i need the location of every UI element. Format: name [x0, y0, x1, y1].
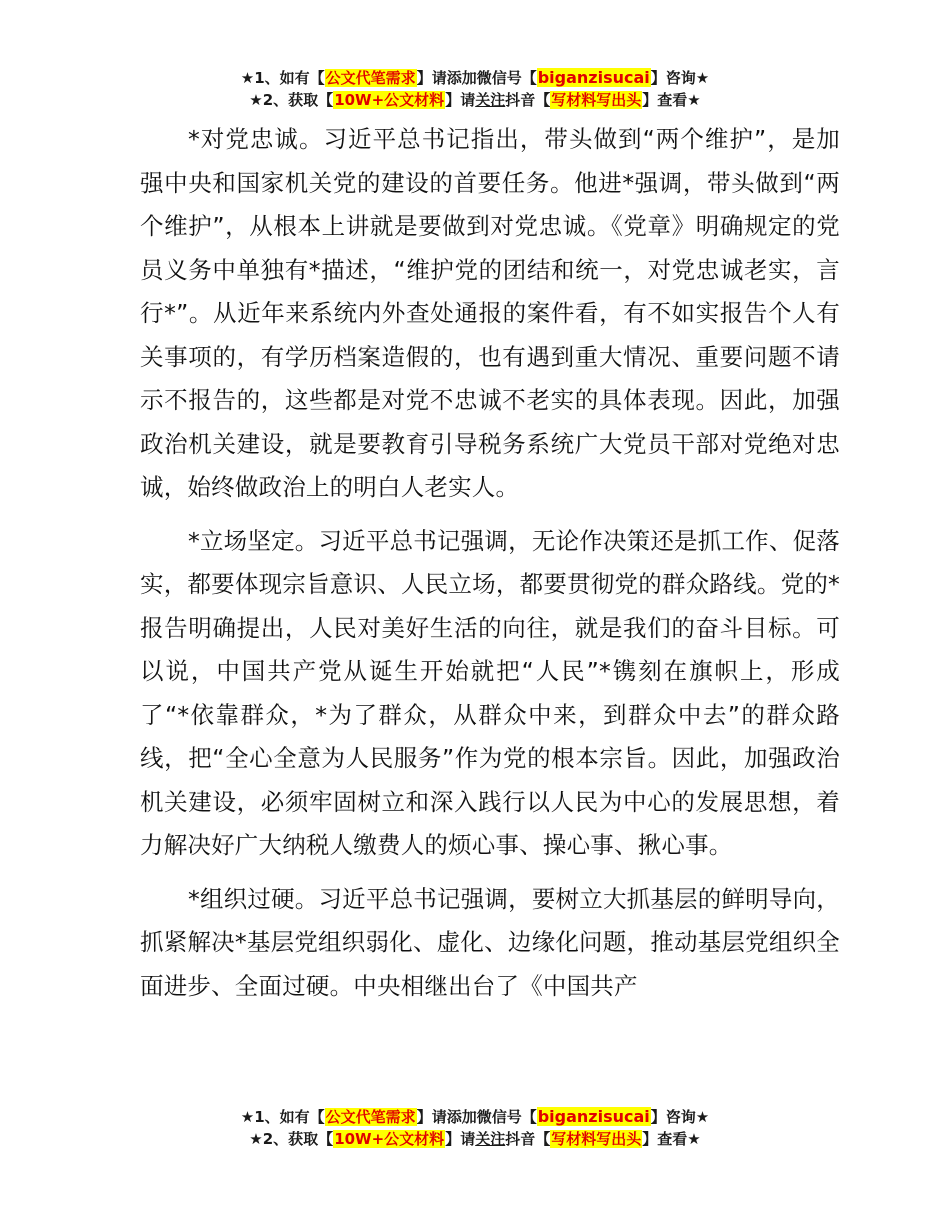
banner-follow-text: 关注 — [475, 91, 506, 109]
banner-text: 】请 — [445, 1130, 476, 1148]
highlight-wechat-id: biganzisucai — [537, 1107, 650, 1126]
header-banner — [0, 67, 950, 111]
banner-text: 】查看★ — [642, 1130, 701, 1148]
banner-line-1 — [0, 67, 950, 89]
footer-banner — [0, 1106, 950, 1150]
banner-text: 】查看★ — [642, 91, 701, 109]
highlight-wechat-id: biganzisucai — [537, 68, 650, 87]
highlight-douyin-account: 写材料写出头 — [551, 1130, 642, 1148]
banner-follow-text: 关注 — [475, 1130, 506, 1148]
banner-text: ★2、获取【 — [249, 1130, 334, 1148]
document-body — [140, 118, 840, 1018]
banner-line-2 — [0, 89, 950, 111]
paragraph-stance: *立场坚定。习近平总书记强调，无论作决策还是抓工作、促落实，都要体现宗旨意识、人民立场，都要贯彻党的群众路线。党的*报告明确提出，人民对美好生活的向往，就是我们的奋斗目标。可以说，中国共产党从诞生开始就把“人民”*镌刻在旗帜上，形成了“*依靠群众，*为了群众，从群众中来，到群众中去”的群众路线，把“全心全意为人民服务”作为党的根本宗旨。因此，加强政治机关建设，必须牢固树立和深入践行以人民为中心的发展思想，着力解决好广大纳税人缴费人的烦心事、操心事、揪心事。 — [140, 526, 840, 859]
banner-text: ★2、获取【 — [249, 91, 334, 109]
highlight-service: 公文代笔需求 — [325, 1108, 416, 1126]
banner-text: 】咨询★ — [650, 69, 710, 87]
banner-text: 】请添加微信号【 — [416, 1108, 537, 1126]
paragraph-organization: *组织过硬。习近平总书记强调，要树立大抓基层的鲜明导向，抓紧解决*基层党组织弱化、虚化、边缘化问题，推动基层党组织全面进步、全面过硬。中央相继出台了《中国共产 — [140, 884, 840, 1000]
banner-text: 】咨询★ — [650, 1108, 710, 1126]
banner-line-2 — [0, 1128, 950, 1150]
banner-line-1 — [0, 1106, 950, 1128]
banner-text: 】请 — [445, 91, 476, 109]
highlight-materials: 10W+公文材料 — [334, 1130, 445, 1148]
banner-text: 抖音【 — [505, 91, 551, 109]
highlight-douyin-account: 写材料写出头 — [551, 91, 642, 109]
banner-text: 】请添加微信号【 — [416, 69, 537, 87]
banner-text: ★1、如有【 — [240, 1108, 325, 1126]
banner-text: ★1、如有【 — [240, 69, 325, 87]
paragraph-loyalty: *对党忠诚。习近平总书记指出，带头做到“两个维护”，是加强中央和国家机关党的建设的首要任务。他进*强调，带头做到“两个维护”，从根本上讲就是要做到对党忠诚。《党章》明确规定的党员义务中单独有*描述，“维护党的团结和统一，对党忠诚老实，言行*”。从近年来系统内外查处通报的案件看，有不如实报告个人有关事项的，有学历档案造假的，也有遇到重大情况、重要问题不请示不报告的，这些都是对党不忠诚不老实的具体表现。因此，加强政治机关建设，就是要教育引导税务系统广大党员干部对党绝对忠诚，始终做政治上的明白人老实人。 — [140, 125, 840, 501]
highlight-service: 公文代笔需求 — [325, 69, 416, 87]
banner-text: 抖音【 — [505, 1130, 551, 1148]
highlight-materials: 10W+公文材料 — [334, 91, 445, 109]
